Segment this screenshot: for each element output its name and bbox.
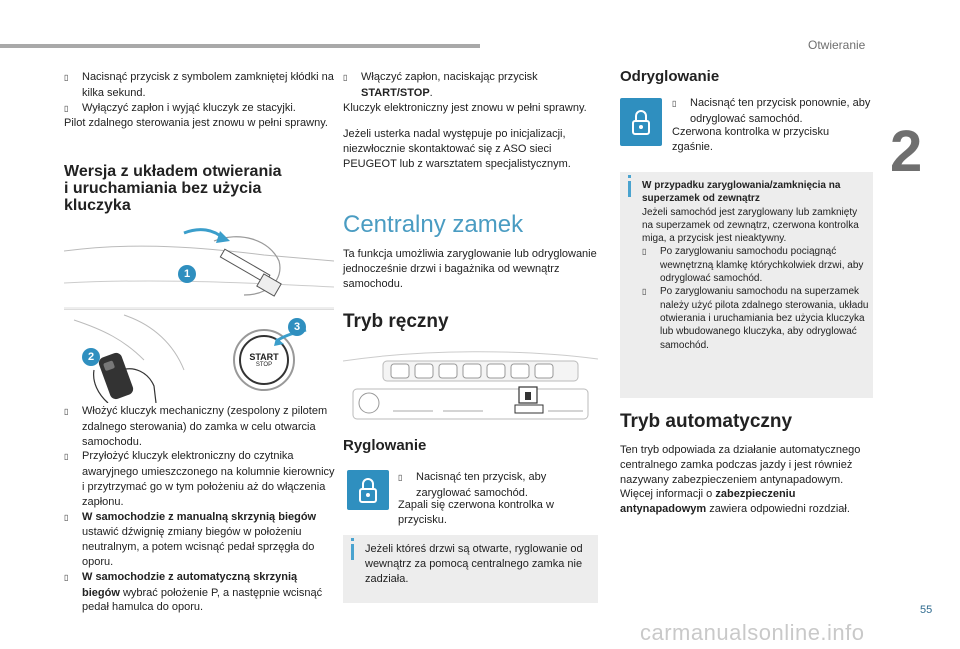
lock-indicator-text: Zapali się czerwona kontrolka w przycisku. xyxy=(398,499,554,526)
list-item: ▯ W samochodzie z manualną skrzynią biegów ustawić dźwignię zmiany biegów w położeniu neutralnym, a potem wcisnąć pedał sprzęgła do oporu. xyxy=(64,510,317,568)
figure-door-lock xyxy=(64,221,334,309)
auto-mode-text: Ten tryb odpowiada za działanie automatycznego centralnego zamka podczas jazdy i jest również nazywany zabezpieczeniem antynapadowym. Więcej informacji o zabezpieczeniu antynapadowym zawiera odpowiedni rozdział. xyxy=(620,444,861,516)
col2-top xyxy=(343,70,598,172)
paragraph: Jeżeli usterka nadal występuje po inicjalizacji, niezwłocznie skontaktować się z ASO sieci PEUGEOT lub z warsztatem specjalistycznym. xyxy=(343,128,571,170)
list-item: ▯ Włączyć zapłon, naciskając przycisk START/STOP. xyxy=(343,71,538,99)
list-item: ▯ Nacisnąć przycisk z symbolem zamkniętej kłódki na kilka sekund. xyxy=(64,71,334,99)
list-item: ▯ W samochodzie z automatyczną skrzynią biegów wybrać położenie P, a następnie wcisnąć pedał hamulca do oporu. xyxy=(64,570,323,614)
lock-instructions xyxy=(398,470,598,501)
note-doors-open: Jeżeli któreś drzwi są otwarte, ryglowanie od wewnątrz za pomocą centralnego zamka nie zadziała. xyxy=(343,535,598,603)
page-number: 55 xyxy=(920,604,933,616)
col1-steps xyxy=(64,404,336,615)
watermark: carmanualsonline.info xyxy=(640,620,865,645)
figure-dashboard xyxy=(343,349,598,425)
list-item: ▯ Po zaryglowaniu samochodu na superzamek należy użyć pilota zdalnego sterowania, układu otwierania i uruchamiania bez użycia kluczyka lub wbudowanego kluczyka, aby odryglować samochód. xyxy=(642,286,869,351)
unlock-indicator-text: Czerwona kontrolka w przycisku zgaśnie. xyxy=(672,126,830,153)
padlock-icon xyxy=(347,470,389,510)
list-item: ▯ Po zaryglowaniu samochodu pociągnąć wewnętrzną klamkę którychkolwiek drzwi, aby odryglować samochód. xyxy=(642,246,864,285)
section-title-central-lock: Centralny zamek xyxy=(343,211,524,238)
heading-automatic-mode: Tryb automatyczny xyxy=(620,411,793,432)
figure-label-3: 3 xyxy=(288,318,306,336)
list-item: ▯ Nacisnąć ten przycisk ponownie, aby odryglować samochód. xyxy=(672,97,871,125)
lock-button-icon xyxy=(347,470,389,510)
chapter-title: Otwieranie xyxy=(808,38,866,52)
note-title: W przypadku zaryglowania/zamknięcia na superzamek od zewnątrz xyxy=(642,180,841,205)
figure-start-stop xyxy=(218,309,334,403)
list-item: ▯ Wyłączyć zapłon i wyjąć kluczyk ze stacyjki. xyxy=(64,101,296,114)
paragraph: Kluczyk elektroniczny jest znowu w pełni sprawny. xyxy=(343,101,587,114)
door-lock-illustration xyxy=(64,221,334,309)
stop-label: STOP xyxy=(255,362,273,368)
header-rule xyxy=(0,44,480,48)
figure-label-1: 1 xyxy=(178,265,196,283)
note-text: Jeżeli samochód jest zaryglowany lub zamknięty na superzamek od zewnątrz, czerwona kontrolka miga, a przycisk jest nieaktywny. xyxy=(642,206,859,245)
list-item: ▯ Nacisnąć ten przycisk, aby zaryglować samochód. xyxy=(398,471,547,499)
info-icon xyxy=(351,544,354,560)
heading-locking: Ryglowanie xyxy=(343,437,427,454)
col1-top xyxy=(64,70,334,131)
info-icon xyxy=(628,181,631,197)
list-item: ▯ Przyłożyć kluczyk elektroniczny do czytnika awaryjnego umieszczonego na kolumnie kierownicy i przytrzymać go w tym położeniu aż do włączenia zapłonu. xyxy=(64,450,335,508)
paragraph: Pilot zdalnego sterowania jest znowu w pełni sprawny. xyxy=(64,117,328,130)
section-heading-keyless: Wersja z układem otwierania i uruchamiania bez użycia kluczyka xyxy=(64,163,282,214)
chapter-number: 2 xyxy=(890,119,923,184)
start-label: START xyxy=(249,352,279,362)
figure-label-2: 2 xyxy=(82,348,100,366)
figure-steering-reader xyxy=(64,309,219,403)
unlock-instructions xyxy=(672,96,872,127)
section-intro: Ta funkcja umożliwia zaryglowanie lub odryglowanie jednocześnie drzwi i bagażnika od wewnątrz samochodu. xyxy=(343,248,597,290)
note-superlock xyxy=(620,172,873,398)
dashboard-illustration xyxy=(343,349,598,425)
list-item: ▯ Włożyć kluczyk mechaniczny (zespolony z pilotem zdalnego sterowania) do zamka w celu otwarcia samochodu. xyxy=(64,405,328,448)
heading-manual-mode: Tryb ręczny xyxy=(343,311,449,332)
heading-unlocking: Odryglowanie xyxy=(620,68,720,85)
